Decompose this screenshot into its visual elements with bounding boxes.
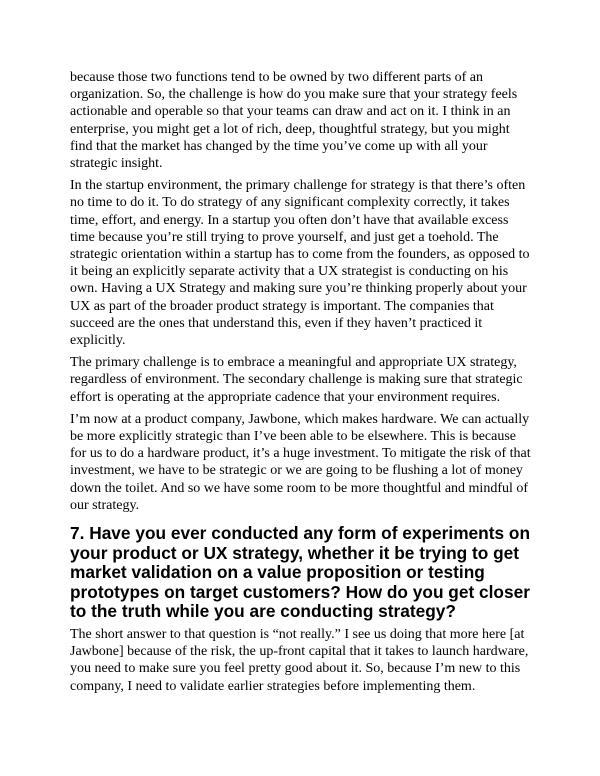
- answer-paragraph: The short answer to that question is “not really.” I see us doing that more here [at Jawbone] because of the risk, the up-front capital that it takes to launch hardware, you need to make sure you feel pretty good about it. So, because I’m new to this company, I need to validate earlier strategies before implementing them.: [70, 627, 529, 694]
- document-page: [70, 69, 532, 700]
- paragraph-primary-challenge: The primary challenge is to embrace a meaningful and appropriate UX strategy, regardless of environment. The secondary challenge is making sure that strategic effort is operating at the appropriate cadence that your environment requires.: [70, 355, 523, 405]
- paragraph-startup-challenge: In the startup environment, the primary challenge for strategy is that there’s often no time to do it. To do strategy of any significant complexity correctly, it takes time, effort, and energy. In a startup you often don’t have that available excess time because you’re still trying to prove yourself, and just get a toehold. The strategic orientation within a startup has to come from the founders, as opposed to it being an explicitly separate activity that a UX strategist is conducting on his own. Having a UX Strategy and making sure you’re thinking properly about your UX as part of the broader product strategy is important. The companies that succeed are the ones that understand this, even if they haven’t practiced it explicitly.: [70, 178, 530, 349]
- question-heading: 7. Have you ever conducted any form of experiments on your product or UX strategy, whether it be trying to get market validation on a value proposition or testing prototypes on target customers? How do you get closer to the truth while you are conducting strategy?: [70, 523, 531, 622]
- paragraph-enterprise-strategy: because those two functions tend to be owned by two different parts of an organization. So, the challenge is how do you make sure that your strategy feels actionable and operable so that your teams can draw and act on it. I think in an enterprise, you might get a lot of rich, deep, thoughtful strategy, but you might find that the market has changed by the time you’ve come up with all your strategic insight.: [70, 70, 518, 172]
- paragraph-jawbone: I’m now at a product company, Jawbone, which makes hardware. We can actually be more explicitly strategic than I’ve been able to be elsewhere. This is because for us to do a hardware product, it’s a huge investment. To mitigate the risk of that investment, we have to be strategic or we are going to be flushing a lot of money down the toilet. And so we have some room to be more thoughtful and mindful of our strategy.: [70, 411, 531, 513]
